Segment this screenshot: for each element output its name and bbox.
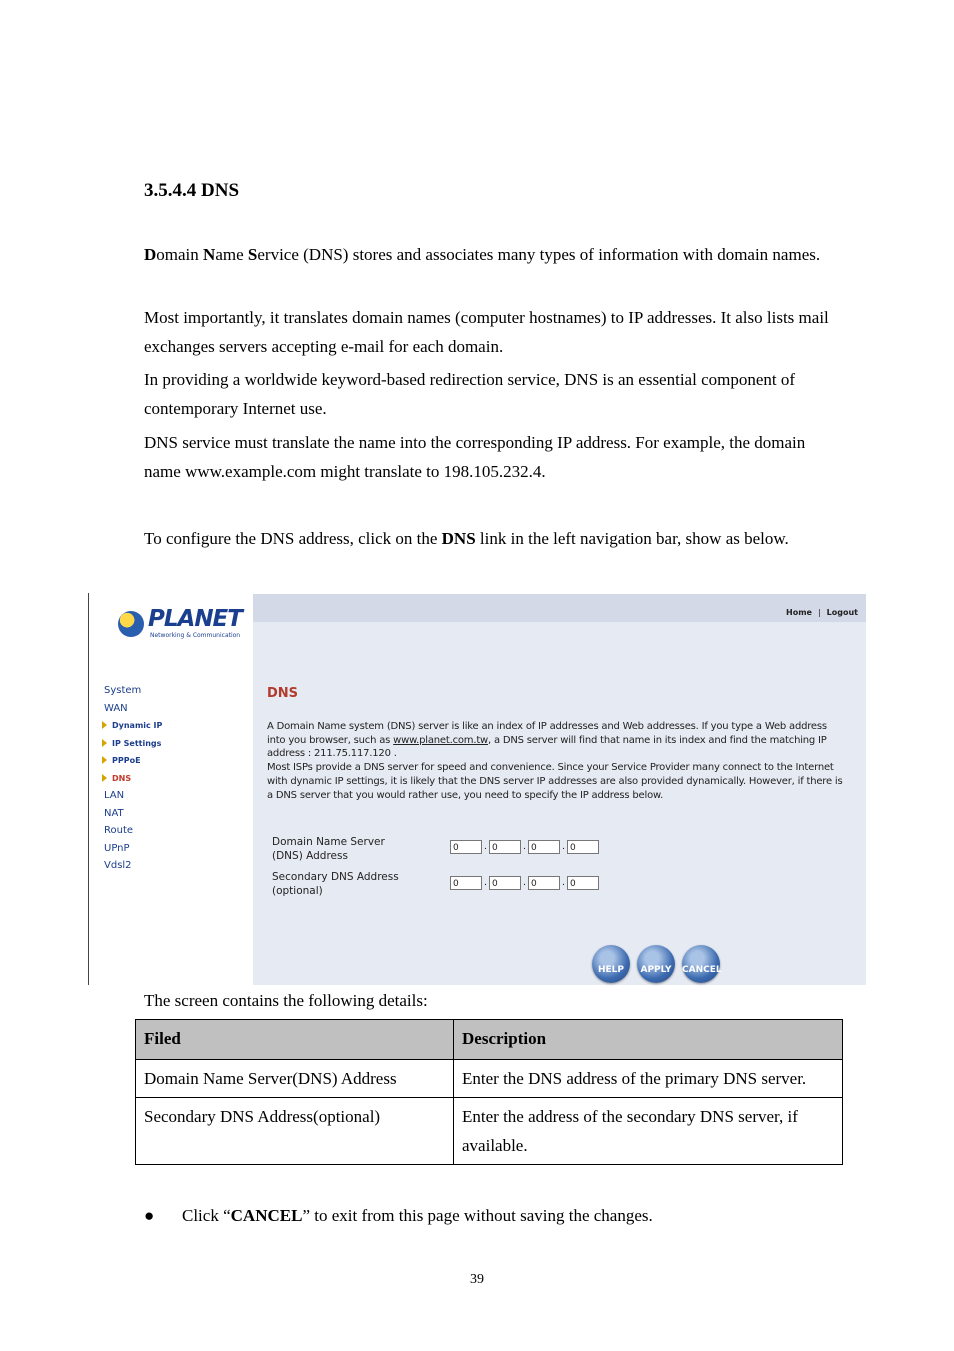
- table-header-field: Filed: [136, 1020, 454, 1060]
- details-table: [135, 1019, 843, 1165]
- arrow-icon: [102, 739, 107, 747]
- nav-item-dynamic-ip[interactable]: Dynamic IP: [104, 717, 162, 735]
- arrow-icon: [102, 721, 107, 729]
- table-cell-description: Enter the address of the secondary DNS server, if available.: [454, 1098, 843, 1165]
- intro-paragraph-3: In providing a worldwide keyword-based redirection service, DNS is an essential component of contemporary Internet use.: [144, 370, 796, 418]
- planet-link[interactable]: www.planet.com.tw: [393, 734, 489, 746]
- page-title: DNS: [267, 686, 299, 701]
- primary-dns-octet-1[interactable]: 0: [450, 840, 482, 854]
- table-header-description: Description: [454, 1020, 843, 1060]
- table-cell-field: Secondary DNS Address(optional): [136, 1098, 454, 1165]
- dns-config-screenshot: [88, 593, 866, 985]
- secondary-dns-ip: 0 . 0 . 0 . 0: [450, 876, 599, 890]
- nav-item-route[interactable]: Route: [104, 825, 134, 836]
- intro-paragraph-5: To configure the DNS address, click on the DNS link in the left navigation bar, show as below.: [144, 529, 789, 548]
- logout-link[interactable]: Logout: [826, 608, 858, 617]
- secondary-dns-label: Secondary DNS Address (optional): [272, 871, 399, 897]
- secondary-dns-octet-2[interactable]: 0: [489, 876, 521, 890]
- table-header-row: [136, 1020, 843, 1060]
- nav-item-wan[interactable]: WAN: [104, 702, 128, 714]
- page-number: 39: [470, 1272, 484, 1287]
- nav-item-ip-settings[interactable]: IP Settings: [104, 735, 162, 753]
- nav-item-system[interactable]: System: [104, 685, 142, 696]
- secondary-dns-octet-4[interactable]: 0: [567, 876, 599, 890]
- apply-button[interactable]: APPLY: [637, 945, 675, 983]
- details-label: The screen contains the following details:: [144, 991, 428, 1010]
- primary-dns-ip: 0 . 0 . 0 . 0: [450, 840, 599, 854]
- intro-paragraph-4: DNS service must translate the name into the corresponding IP address. For example, the domain name www.example.com might translate to 198.105.232.4.: [144, 433, 806, 481]
- primary-dns-octet-4[interactable]: 0: [567, 840, 599, 854]
- table-row: [136, 1060, 843, 1098]
- logo-text: PLANET: [148, 606, 242, 632]
- nav-item-pppoe[interactable]: PPPoE: [104, 752, 162, 770]
- table-cell-field: Domain Name Server(DNS) Address: [136, 1060, 454, 1098]
- nav-item-lan[interactable]: LAN: [104, 790, 125, 801]
- table-row: [136, 1098, 843, 1165]
- screenshot-border: [88, 593, 89, 985]
- link-separator: |: [817, 608, 821, 617]
- cancel-bullet: ● Click “CANCEL” to exit from this page without saving the changes.: [144, 1201, 653, 1230]
- nav-item-nat[interactable]: NAT: [104, 807, 124, 819]
- secondary-dns-octet-3[interactable]: 0: [528, 876, 560, 890]
- primary-dns-octet-3[interactable]: 0: [528, 840, 560, 854]
- home-link[interactable]: Home: [786, 608, 812, 617]
- section-heading: 3.5.4.4 DNS: [144, 180, 240, 201]
- primary-dns-octet-2[interactable]: 0: [489, 840, 521, 854]
- help-button[interactable]: HELP: [592, 945, 630, 983]
- logo-subtitle: Networking & Communication: [150, 632, 241, 639]
- intro-paragraph-2: Most importantly, it translates domain names (computer hostnames) to IP addresses. It also lists mail exchanges servers accepting e-mail for each domain.: [144, 308, 829, 356]
- arrow-icon: [102, 756, 107, 764]
- cancel-button[interactable]: CANCEL: [682, 945, 720, 983]
- top-bar: [253, 594, 866, 622]
- nav-item-dns[interactable]: DNS: [104, 770, 162, 788]
- top-links: [786, 608, 858, 617]
- globe-icon: [118, 611, 144, 637]
- nav-item-vdsl2[interactable]: Vdsl2: [104, 860, 132, 871]
- intro-paragraph-1: Domain Name Service (DNS) stores and associates many types of information with domain names.: [144, 245, 821, 264]
- table-cell-description: Enter the DNS address of the primary DNS server.: [454, 1060, 843, 1098]
- dns-description: A Domain Name system (DNS) server is like an index of IP addresses and Web addresses. If you type a Web address into you browser, such as www.planet.com.tw, a DNS server will find that name in its index and find the matching IP address : 211.75.117.120 . Most ISPs provide a DNS server for speed and convenience. Since your Service Provider many connect to the Internet with dynamic IP settings, it is likely that the DNS server IP addresses are also provided dynamically. However, if there is a DNS server that you would rather use, you need to specify the IP address below.: [267, 721, 843, 801]
- secondary-dns-octet-1[interactable]: 0: [450, 876, 482, 890]
- left-navigation: [104, 682, 162, 875]
- primary-dns-label: Domain Name Server (DNS) Address: [272, 836, 385, 862]
- arrow-icon: [102, 774, 107, 782]
- nav-item-upnp[interactable]: UPnP: [104, 842, 130, 854]
- bullet-icon: ●: [144, 1206, 155, 1225]
- content-panel: [253, 594, 866, 985]
- planet-logo: [118, 606, 242, 640]
